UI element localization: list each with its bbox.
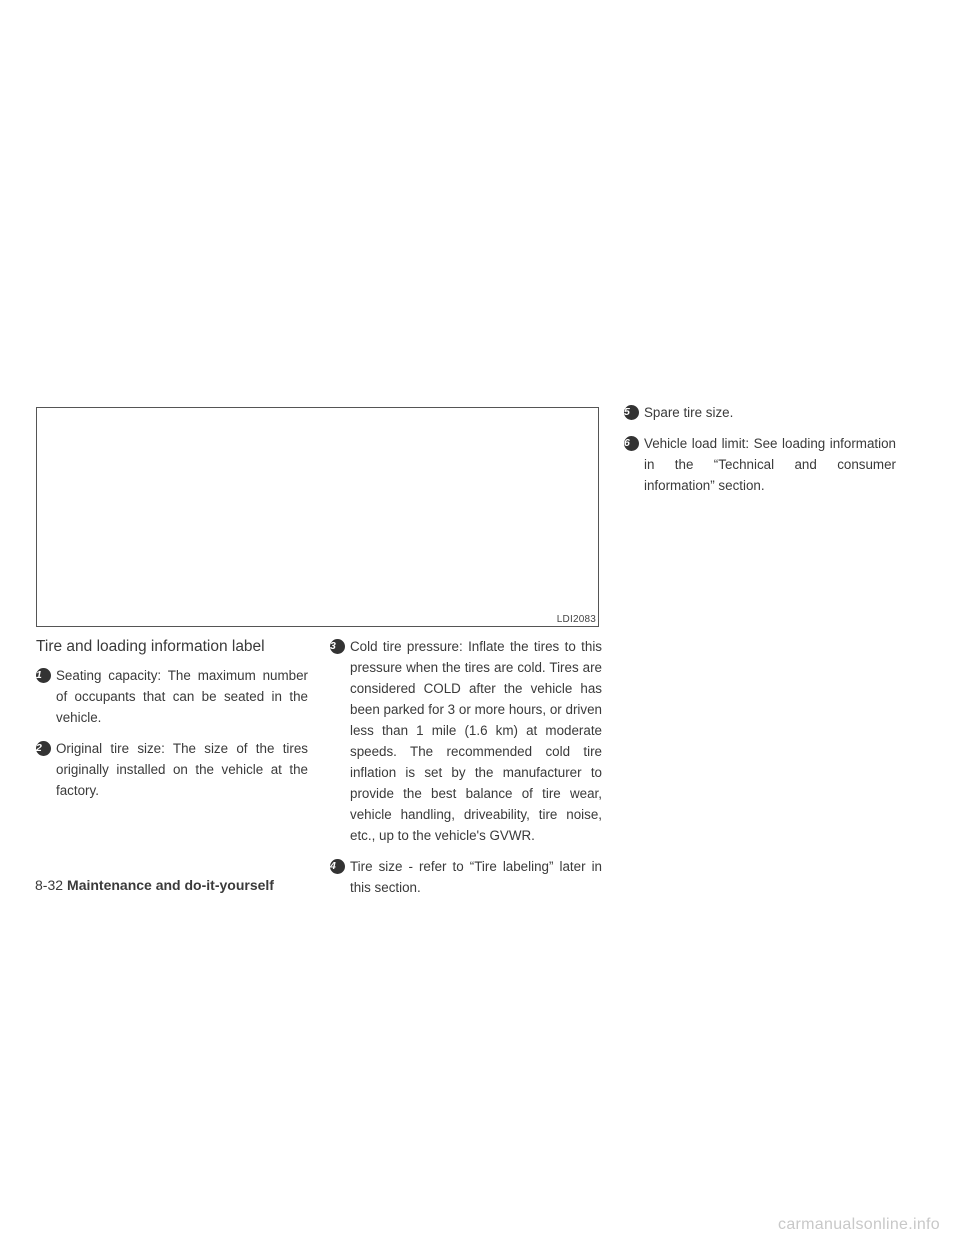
item-text: Vehicle load limit: See loading information in the “Technical and consumer information” section. xyxy=(644,436,896,493)
list-item-6 xyxy=(624,433,896,496)
column-right xyxy=(624,402,896,506)
column-left xyxy=(36,636,308,811)
figure-code: LDI2083 xyxy=(556,614,596,625)
section-heading: Tire and loading information label xyxy=(36,638,265,655)
list-item-3 xyxy=(330,636,602,846)
page-number: 8-32 xyxy=(35,877,64,893)
item-text: Cold tire pressure: Inflate the tires to this pressure when the tires are cold. Tires are considered COLD after the vehicle has been parked for 3 or more hours, or driven less than 1 mile (1.6 km) at moderate speeds. The recommended cold tire inflation is set by the manufacturer to provide the best balance of tire wear, vehicle handling, driveability, tire noise, etc., up to the vehicle's GVWR. xyxy=(350,639,602,843)
list-item-5 xyxy=(624,402,896,423)
item-text: Seating capacity: The maximum number of occupants that can be seated in the vehicle. xyxy=(56,668,308,725)
list-item-2 xyxy=(36,738,308,801)
item-text: Tire size - refer to “Tire labeling” later in this section. xyxy=(350,859,602,895)
item-text: Original tire size: The size of the tires originally installed on the vehicle at the factory. xyxy=(56,741,308,798)
item-text: Spare tire size. xyxy=(644,405,734,420)
tire-label-figure xyxy=(36,407,599,627)
item-number-badge: 4 xyxy=(330,859,345,874)
list-item-1 xyxy=(36,665,308,728)
section-name: Maintenance and do-it-yourself xyxy=(67,877,274,893)
item-number-badge: 6 xyxy=(624,436,639,451)
item-number-badge: 5 xyxy=(624,405,639,420)
item-number-badge: 3 xyxy=(330,639,345,654)
item-number-badge: 1 xyxy=(36,668,51,683)
list-item-4 xyxy=(330,856,602,898)
page-footer xyxy=(35,875,274,895)
item-number-badge: 2 xyxy=(36,741,51,756)
column-middle xyxy=(330,636,602,908)
site-watermark: carmanualsonline.info xyxy=(778,1216,940,1233)
